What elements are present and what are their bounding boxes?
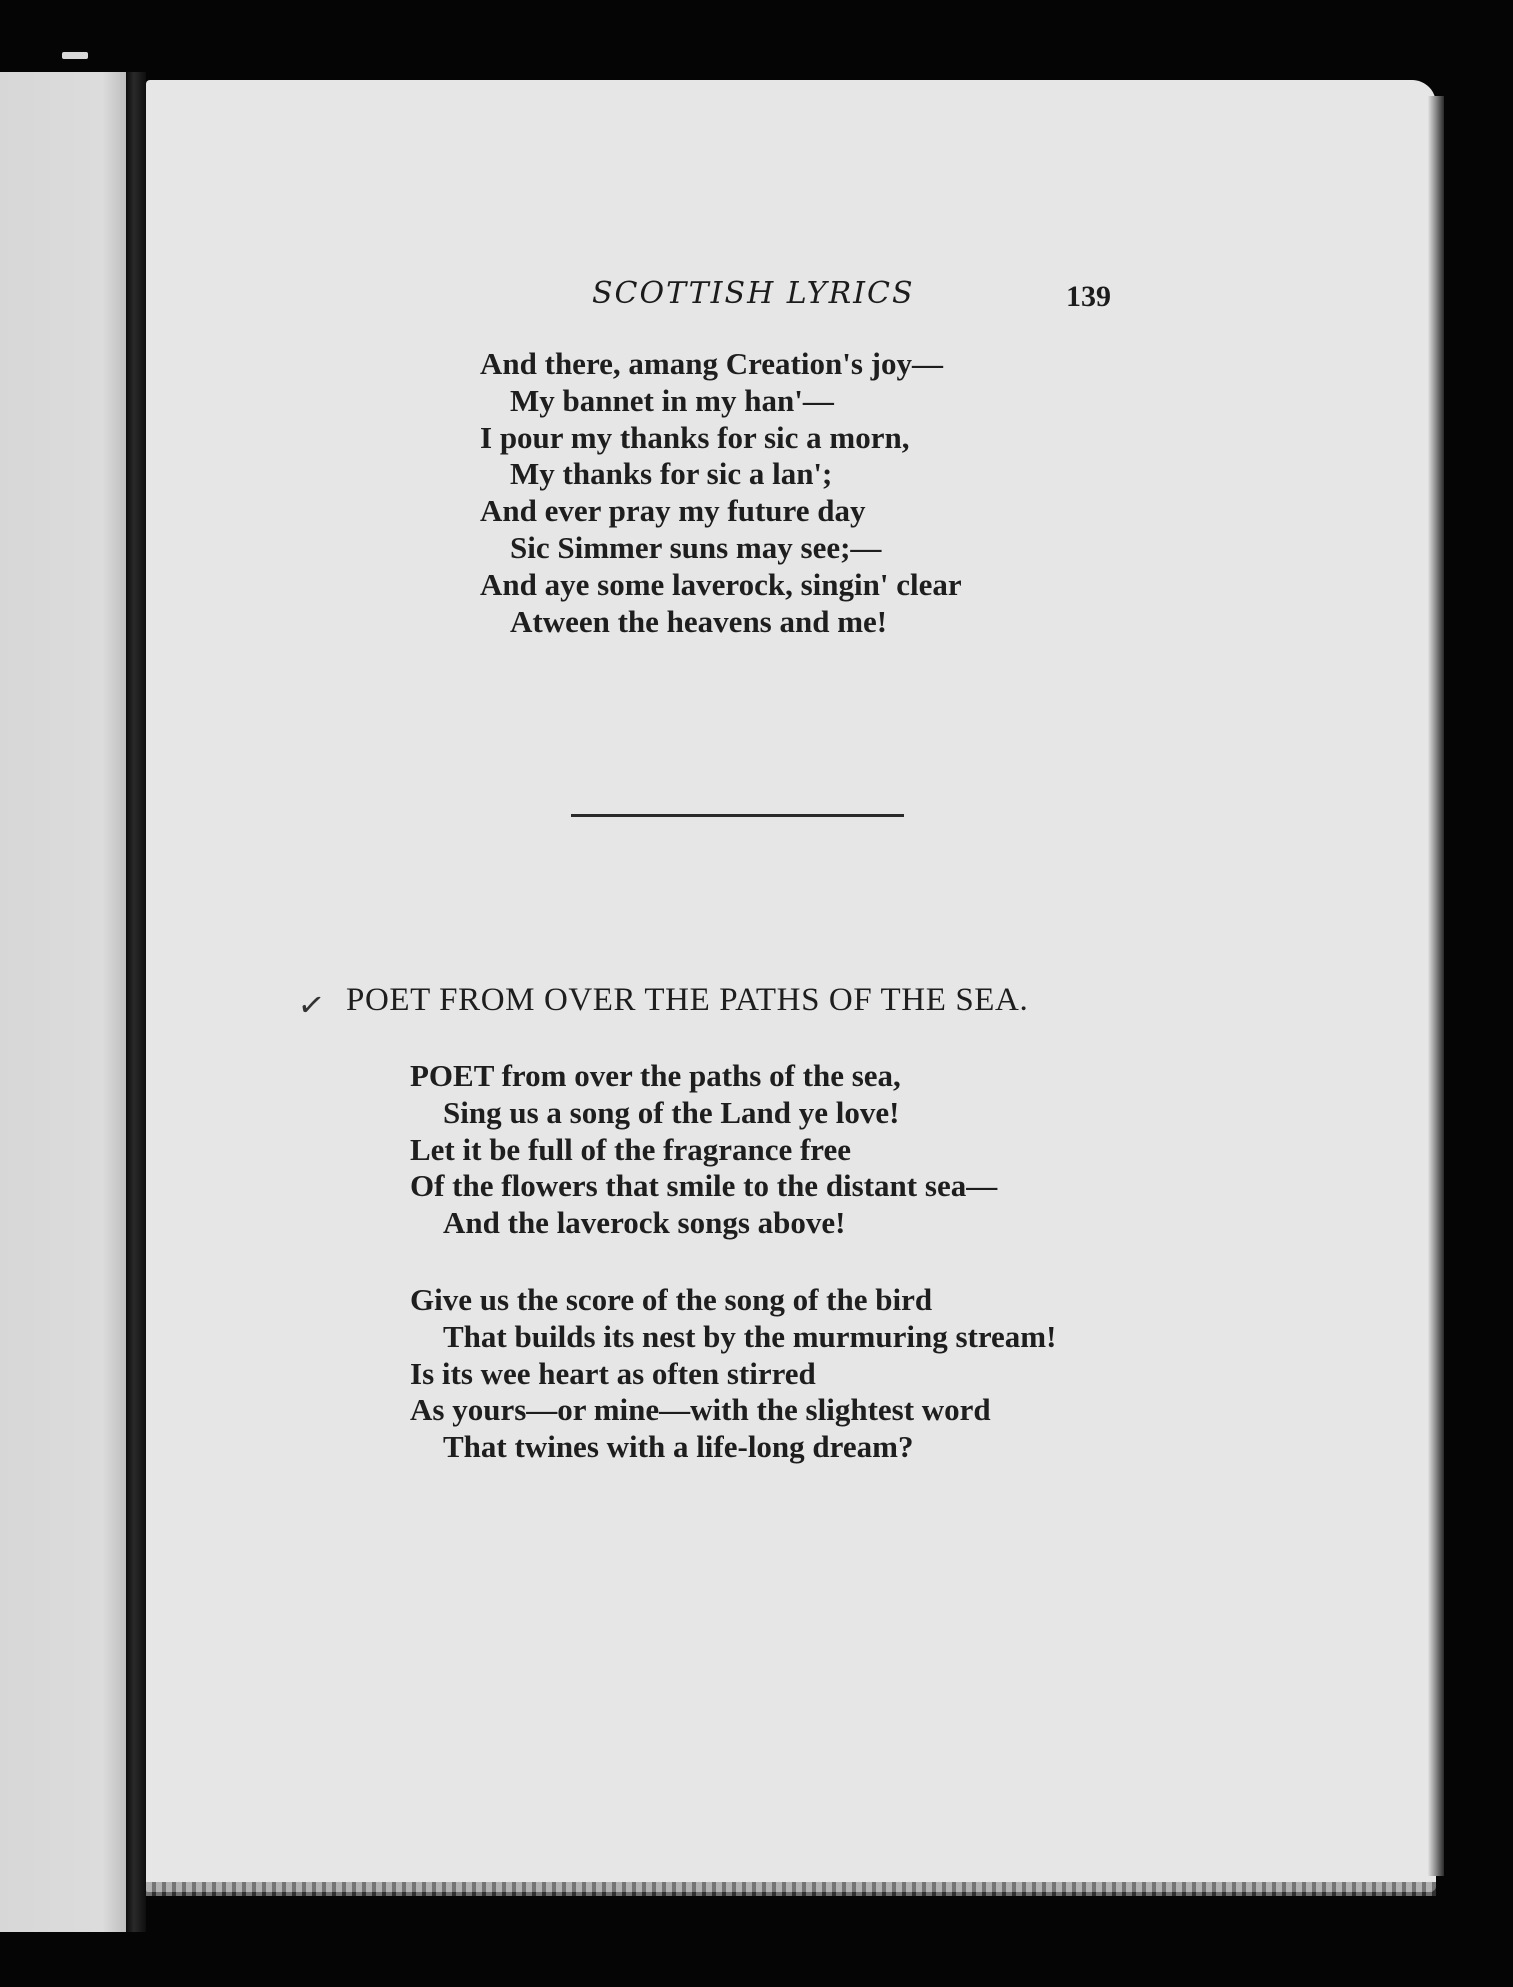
page-bottom-edge <box>146 1882 1436 1896</box>
book-gutter <box>126 72 146 1932</box>
section-divider <box>571 814 904 817</box>
poem-title: POET FROM OVER THE PATHS OF THE SEA. <box>346 982 1029 1018</box>
verse-line: And ever pray my future day <box>480 493 866 529</box>
scan-mark <box>62 52 88 59</box>
verse-line: And there, amang Creation's joy— <box>480 346 943 381</box>
verse-line: My bannet in my han'— <box>510 382 834 418</box>
verse-line: POET from over the paths of the sea, <box>410 1058 901 1093</box>
verse-line: And aye some laverock, singin' clear <box>480 566 962 602</box>
page-edge-shadow <box>1428 96 1444 1876</box>
verse-line: My thanks for sic a lan'; <box>510 456 833 492</box>
verse-line: Sic Simmer suns may see;— <box>510 529 882 565</box>
verse-line: That builds its nest by the murmuring stream! <box>443 1318 1057 1354</box>
verse-line: Is its wee heart as often stirred <box>410 1355 816 1391</box>
handwritten-check-icon: ✓ <box>295 984 328 1026</box>
stanza-second <box>410 1282 1056 1466</box>
verse-line: Of the flowers that smile to the distant sea— <box>410 1168 998 1204</box>
verse-line: That twines with a life-long dream? <box>443 1429 914 1465</box>
page-number: 139 <box>1066 280 1111 313</box>
verse-line: Let it be full of the fragrance free <box>410 1131 852 1167</box>
stanza-first <box>410 1058 997 1242</box>
verse-line: As yours—or mine—with the slightest word <box>410 1392 991 1428</box>
running-head: SCOTTISH LYRICS <box>592 276 915 311</box>
previous-page-edge <box>0 72 128 1932</box>
stanza-continued <box>480 346 962 640</box>
verse-line: Atween the heavens and me! <box>510 603 888 639</box>
verse-line: And the laverock songs above! <box>443 1205 846 1241</box>
verse-line: Give us the score of the song of the bird <box>410 1282 933 1317</box>
verse-line: I pour my thanks for sic a morn, <box>480 419 910 455</box>
verse-line: Sing us a song of the Land ye love! <box>443 1094 900 1130</box>
